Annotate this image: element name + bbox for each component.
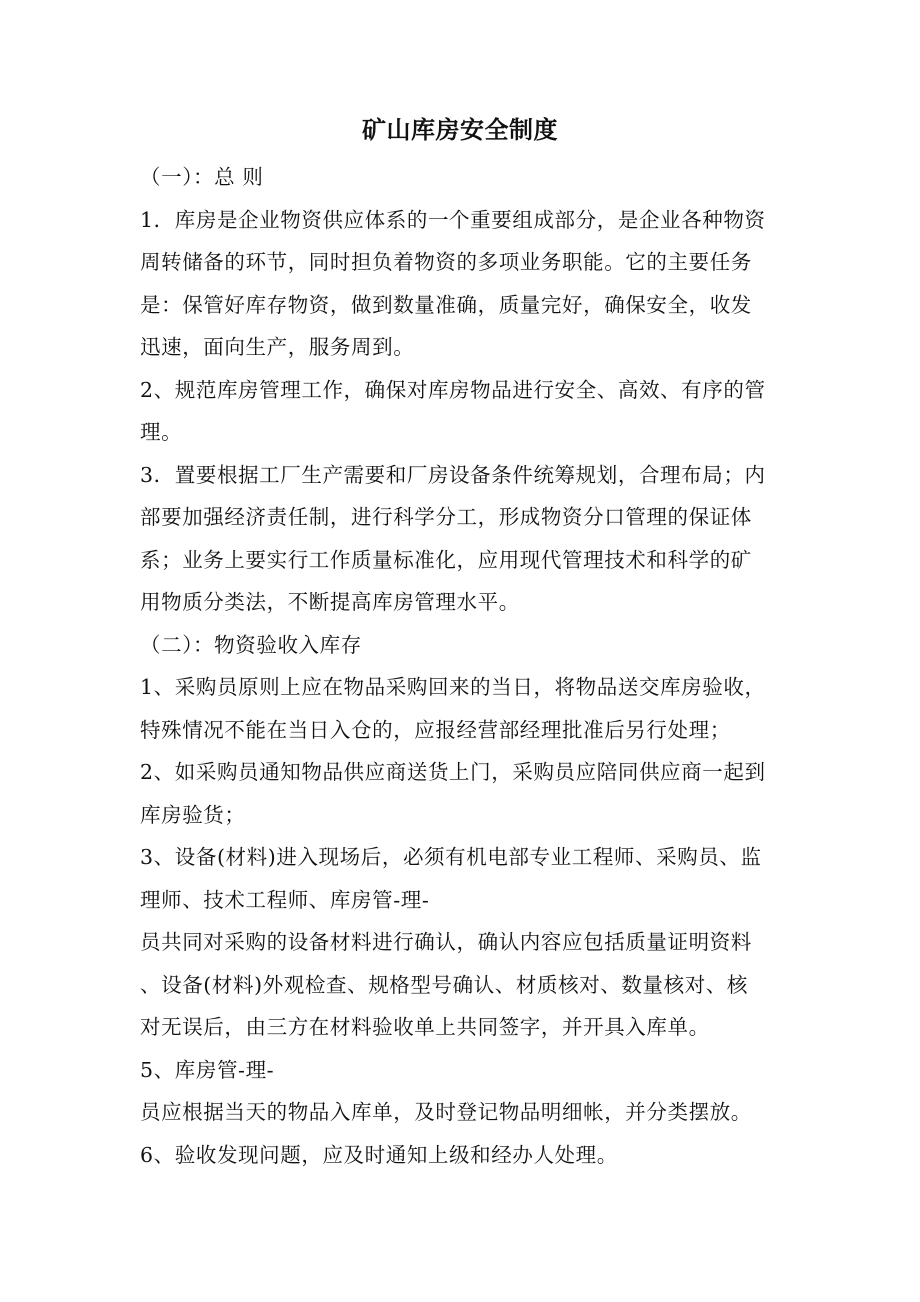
paragraph-line: 用物质分类法，不断提高库房管理水平。 <box>140 590 520 614</box>
paragraph-line: 系；业务上要实行工作质量标准化，应用现代管理技术和科学的矿 <box>140 547 752 572</box>
document-title: 矿山库房安全制度 <box>362 116 558 144</box>
paragraph-line: 3．置要根据工厂生产需要和厂房设备条件统筹规划，合理布局；内 <box>140 462 766 487</box>
document-body <box>140 156 785 1176</box>
paragraph-line: 员应根据当天的物品入库单，及时登记物品明细帐，并分类摆放。 <box>140 1100 752 1124</box>
paragraph-line: 1、采购员原则上应在物品采购回来的当日，将物品送交库房验收， <box>140 675 766 699</box>
section-heading-receiving: （二）：物资验收入库存 <box>140 632 362 657</box>
paragraph-line: 2、规范库房管理工作，确保对库房物品进行安全、高效、有序的管 <box>140 377 766 402</box>
paragraph-line: 对无误后，由三方在材料验收单上共同签字，并开具入库单。 <box>140 1015 710 1039</box>
paragraph-line: 5、库房管-理- <box>140 1057 275 1082</box>
paragraph-line: 3、设备(材料)进入现场后，必须有机电部专业工程师、采购员、监 <box>140 845 762 869</box>
paragraph-line: 库房验货； <box>140 802 246 827</box>
paragraph-line: 周转储备的环节，同时担负着物资的多项业务职能。它的主要任务 <box>140 250 752 274</box>
paragraph-line: 理师、技术工程师、库房管-理- <box>140 887 430 912</box>
paragraph-line: 特殊情况不能在当日入仓的，应报经营部经理批准后另行处理； <box>140 717 731 742</box>
paragraph-line: 部要加强经济责任制，进行科学分工，形成物资分口管理的保证体 <box>140 505 752 529</box>
paragraph-line: 是：保管好库存物资，做到数量准确，质量完好，确保安全，收发 <box>140 292 752 317</box>
paragraph-line: 1．库房是企业物资供应体系的一个重要组成部分，是企业各种物资 <box>140 207 766 232</box>
paragraph-line: 理。 <box>140 420 183 444</box>
paragraph-line: 、设备(材料)外观检查、规格型号确认、材质核对、数量核对、核 <box>140 972 748 997</box>
paragraph-line: 2、如采购员通知物品供应商送货上门，采购员应陪同供应商一起到 <box>140 760 766 784</box>
paragraph-line: 员共同对采购的设备材料进行确认，确认内容应包括质量证明资料 <box>140 930 752 954</box>
paragraph-line: 6、验收发现问题，应及时通知上级和经办人处理。 <box>140 1142 618 1167</box>
paragraph-line: 迅速，面向生产，服务周到。 <box>140 335 415 359</box>
section-heading-general: （一）：总 则 <box>140 165 264 189</box>
